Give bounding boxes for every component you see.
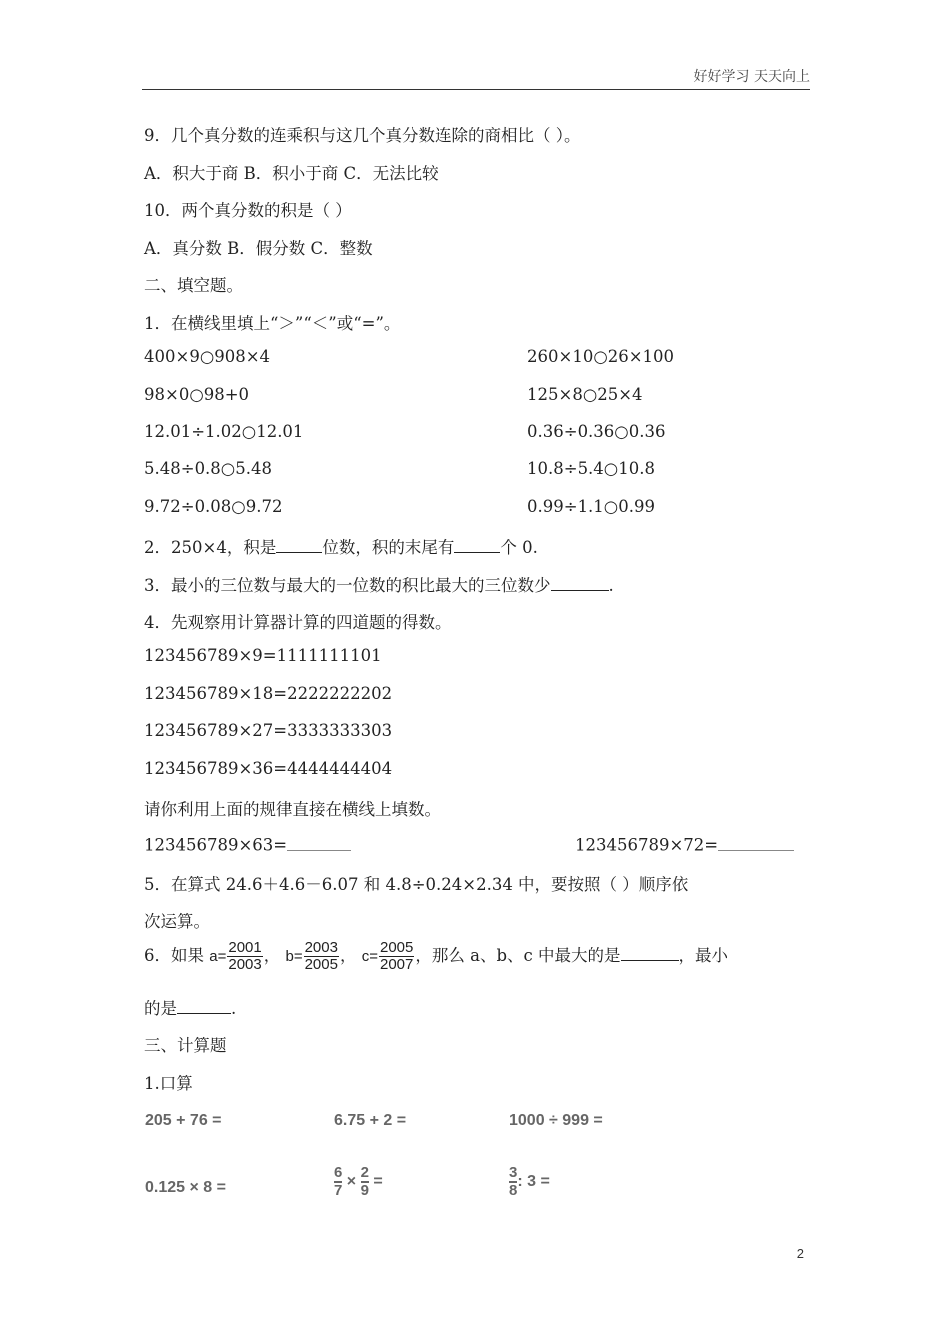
fill2-text: 位数，积的末尾有 bbox=[322, 538, 455, 557]
comparison-left: 9.72÷0.08○9.72 bbox=[144, 497, 283, 516]
header-text: 好好学习 天天向上 bbox=[693, 69, 810, 85]
operator: × bbox=[346, 1172, 357, 1190]
fraction-denominator: 7 bbox=[334, 1181, 343, 1199]
calculator-result: 123456789×9=1111111101 bbox=[144, 646, 382, 665]
answer-blank[interactable] bbox=[276, 536, 322, 554]
fraction-numerator: 6 bbox=[334, 1164, 343, 1181]
fraction-numerator: 2003 bbox=[304, 939, 338, 956]
fill6-text: 的是 bbox=[144, 999, 177, 1018]
fraction-numerator: 2 bbox=[360, 1164, 369, 1181]
mental-problem: 205 + 76 = bbox=[145, 1112, 222, 1129]
fill6-line1: 6．如果 a= $\frac{2001}{2003}$ ， b= $\frac{2003}{2005}$ ， c= $\frac{2005}{2007}$ ，那么 a、b、c 中最大的是 ，最小 bbox=[144, 939, 728, 973]
fraction-numerator: 2001 bbox=[228, 939, 262, 956]
comparison-left: 5.48÷0.8○5.48 bbox=[144, 459, 272, 478]
fill5-line1: 5．在算式 24.6＋4.6－6.07 和 4.8÷0.24×2.34 中，要按照（ ）顺序依 bbox=[144, 875, 689, 894]
page-number: 2 bbox=[796, 1246, 804, 1261]
fraction-denominator: 2005 bbox=[304, 955, 338, 973]
q10-options: A．真分数 B．假分数 C．整数 bbox=[144, 239, 373, 258]
fill3-question bbox=[144, 572, 614, 596]
fill4-expression: 123456789×63= bbox=[144, 835, 288, 855]
ratio-rest: : 3 = bbox=[517, 1172, 550, 1190]
fill3-text: 3．最小的三位数与最大的一位数的积比最大的三位数少 bbox=[144, 576, 551, 595]
fill2-text: 2．250×4，积是 bbox=[144, 538, 277, 557]
fill4-stem: 4．先观察用计算器计算的四道题的得数。 bbox=[144, 613, 452, 632]
fraction-denominator: 2007 bbox=[379, 955, 414, 973]
fraction-numerator: 3 bbox=[509, 1164, 518, 1181]
comparison-right: 0.99÷1.1○0.99 bbox=[527, 497, 655, 516]
fraction-numerator: 2005 bbox=[379, 939, 414, 956]
fill2-text: 个 0. bbox=[500, 538, 538, 557]
calculator-result: 123456789×36=4444444404 bbox=[144, 759, 393, 778]
calc1-title: 1.口算 bbox=[144, 1074, 193, 1093]
header-rule bbox=[142, 89, 810, 90]
fraction bbox=[361, 1165, 369, 1199]
fraction-denominator: 9 bbox=[360, 1181, 369, 1199]
fill6-text: ，最小 bbox=[678, 945, 728, 965]
comparison-left: 12.01÷1.02○12.01 bbox=[144, 422, 304, 441]
fill2-question bbox=[144, 534, 538, 558]
answer-blank[interactable] bbox=[551, 574, 609, 592]
fill5-line2: 次运算。 bbox=[144, 912, 210, 931]
fill6-line2 bbox=[144, 995, 236, 1019]
calculator-result: 123456789×27=3333333303 bbox=[144, 721, 393, 740]
fill4-instruction: 请你利用上面的规律直接在横线上填数。 bbox=[144, 800, 441, 819]
mental-problem: 1000 ÷ 999 = bbox=[509, 1112, 603, 1129]
fraction-c bbox=[379, 940, 414, 973]
comparison-right: 260×10○26×100 bbox=[527, 347, 675, 366]
comparison-right: 0.36÷0.36○0.36 bbox=[527, 422, 666, 441]
var-c-label: c= bbox=[361, 947, 378, 965]
mental-problem: 6.75 + 2 = bbox=[334, 1112, 407, 1129]
var-a-label: a= bbox=[209, 947, 227, 965]
fraction-a bbox=[227, 940, 262, 973]
fill6-text: 6．如果 bbox=[144, 945, 204, 965]
answer-blank[interactable] bbox=[621, 943, 679, 961]
q9-stem: 9．几个真分数的连乘积与这几个真分数连除的商相比（ ）。 bbox=[144, 126, 581, 145]
fill6-text: . bbox=[231, 999, 237, 1018]
equals: = bbox=[373, 1172, 383, 1190]
fill6-text: ，那么 a、b、c 中最大的是 bbox=[415, 945, 621, 965]
fraction bbox=[334, 1165, 342, 1199]
fraction-b bbox=[304, 940, 339, 973]
calculator-result: 123456789×18=2222222202 bbox=[144, 684, 393, 703]
mental-problem: 0.125 × 8 = bbox=[145, 1179, 226, 1196]
answer-blank[interactable] bbox=[718, 833, 794, 851]
mental-problem-fraction bbox=[334, 1165, 383, 1199]
var-b-label: b= bbox=[285, 947, 303, 965]
answer-blank[interactable] bbox=[177, 997, 231, 1015]
fill1-stem: 1．在横线里填上“＞”“＜”或“=”。 bbox=[144, 314, 401, 333]
comparison-left: 400×9○908×4 bbox=[144, 347, 271, 366]
comparison-left: 98×0○98+0 bbox=[144, 385, 250, 404]
fill4-answer-left bbox=[144, 833, 351, 855]
fraction-denominator: 2003 bbox=[228, 955, 262, 973]
section3-title: 三、计算题 bbox=[144, 1036, 227, 1055]
fraction-denominator: 8 bbox=[509, 1181, 518, 1199]
answer-blank[interactable] bbox=[454, 536, 500, 554]
comparison-right: 10.8÷5.4○10.8 bbox=[527, 459, 655, 478]
fill4-expression: 123456789×72= bbox=[575, 835, 719, 855]
answer-blank[interactable] bbox=[287, 833, 351, 851]
section2-title: 二、填空题。 bbox=[144, 276, 243, 295]
q9-options: A．积大于商 B．积小于商 C．无法比较 bbox=[144, 164, 439, 183]
comparison-right: 125×8○25×4 bbox=[527, 385, 643, 404]
fill4-answer-right bbox=[575, 833, 794, 855]
q10-stem: 10．两个真分数的积是（ ） bbox=[144, 201, 352, 220]
fill3-text: . bbox=[608, 576, 614, 595]
mental-problem-fraction bbox=[509, 1165, 550, 1199]
